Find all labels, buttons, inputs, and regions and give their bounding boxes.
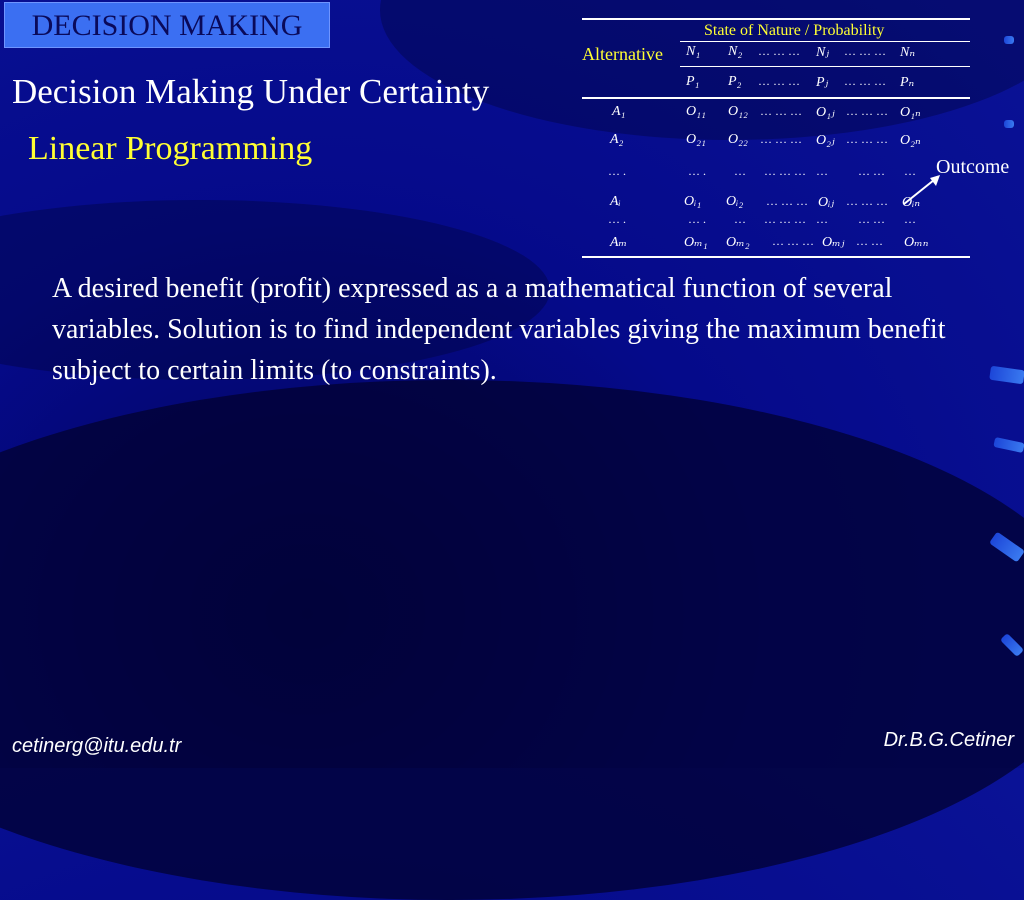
alternative-cell: … .: [608, 164, 626, 178]
slide-title: Decision Making Under Certainty: [12, 72, 490, 111]
outcome-cell: Oᵢₙ: [902, 195, 920, 210]
outcome-cell: O₁₂: [728, 104, 748, 119]
outcome-row: [582, 104, 972, 124]
outcome-cell: … …: [856, 234, 883, 248]
alternative-cell: A₂: [610, 132, 624, 147]
outcome-cell: …: [816, 212, 828, 226]
outcome-cell: …: [816, 164, 828, 178]
states-row: [582, 44, 972, 64]
outcome-cell: Oₘ₁: [684, 235, 708, 250]
alternative-label: Alternative: [582, 44, 663, 64]
probability-cell: P₂: [728, 74, 742, 89]
table-rule: [582, 97, 970, 99]
outcome-cell: Oᵢⱼ: [818, 195, 835, 210]
outcome-cell: … … …: [760, 104, 802, 118]
outcome-cell: … …: [858, 164, 885, 178]
outcome-cell: … … …: [760, 132, 802, 146]
probability-cell: P₁: [686, 74, 700, 89]
outcome-cell: Oₘₙ: [904, 235, 929, 250]
outcome-cell: … …: [858, 212, 885, 226]
outcome-cell: O₁ₙ: [900, 105, 921, 120]
outcome-cell: O₂ⱼ: [816, 133, 835, 148]
outcome-cell: … … …: [764, 212, 806, 226]
section-tag: DECISION MAKING: [4, 2, 330, 48]
body-paragraph: A desired benefit (profit) expressed as a a mathematical function of several variables. Solution is to find independent variables giving the maximum benefit subject to certain limits (to constraints).: [52, 273, 946, 386]
table-rule: [680, 41, 970, 42]
outcome-cell: …: [734, 164, 746, 178]
decorative-stripe: [993, 437, 1024, 453]
state-cell: Nⱼ: [816, 45, 830, 60]
table-rule: [582, 256, 970, 258]
table-header: State of Nature / Probability: [704, 22, 885, 39]
outcome-cell: … … …: [846, 104, 888, 118]
probability-cell: Pⱼ: [816, 75, 829, 90]
outcome-cell: O₁₁: [686, 104, 706, 119]
outcome-cell: Oᵢ₂: [726, 194, 744, 209]
outcome-cell: O₂₂: [728, 132, 748, 147]
outcome-cell: …: [734, 212, 746, 226]
table-rule: [680, 66, 970, 67]
outcome-label: Outcome: [936, 156, 1010, 178]
outcome-cell: … … …: [766, 194, 808, 208]
table-rule: [582, 18, 970, 20]
outcome-cell: … .: [688, 164, 706, 178]
outcome-row: [582, 234, 972, 254]
probability-cell: … … …: [758, 74, 800, 88]
outcome-cell: Oₘ₂: [726, 235, 750, 250]
probabilities-row: [582, 74, 972, 94]
state-cell: … … …: [844, 44, 886, 58]
slide-subtitle: Linear Programming: [28, 130, 313, 167]
outcome-cell: Oᵢ₁: [684, 194, 702, 209]
alternative-cell: … .: [608, 212, 626, 226]
outcome-cell: O₂₁: [686, 132, 706, 147]
outcome-cell: … .: [688, 212, 706, 226]
outcome-cell: O₂ₙ: [900, 133, 921, 148]
outcome-cell: … … …: [764, 164, 806, 178]
probability-cell: … … …: [844, 74, 886, 88]
outcome-cell: … … …: [846, 132, 888, 146]
state-cell: N₁: [686, 44, 701, 59]
decorative-stripe: [1004, 36, 1014, 44]
outcome-row: [582, 132, 972, 152]
alternative-cell: Aₘ: [610, 235, 628, 250]
outcome-cell: …: [904, 212, 916, 226]
alternative-cell: Aᵢ: [610, 194, 621, 209]
outcome-cell: O₁ⱼ: [816, 105, 835, 120]
state-cell: N₂: [728, 44, 743, 59]
outcome-cell: Oₘⱼ: [822, 235, 845, 250]
probability-cell: Pₙ: [900, 75, 915, 90]
footer-email: cetinerg@itu.edu.tr: [12, 735, 182, 757]
outcome-cell: …: [904, 164, 916, 178]
decision-table: [582, 18, 972, 258]
background-swoosh: [0, 380, 1024, 900]
outcome-cell: … … …: [846, 194, 888, 208]
decorative-stripe: [989, 366, 1024, 385]
outcome-cell: … … …: [772, 234, 814, 248]
footer-author: Dr.B.G.Cetiner: [883, 729, 1014, 751]
decorative-stripe: [1004, 120, 1014, 128]
outcome-row: [582, 212, 972, 232]
state-cell: Nₙ: [900, 45, 916, 60]
alternative-cell: A₁: [612, 104, 626, 119]
state-cell: … … …: [758, 44, 800, 58]
